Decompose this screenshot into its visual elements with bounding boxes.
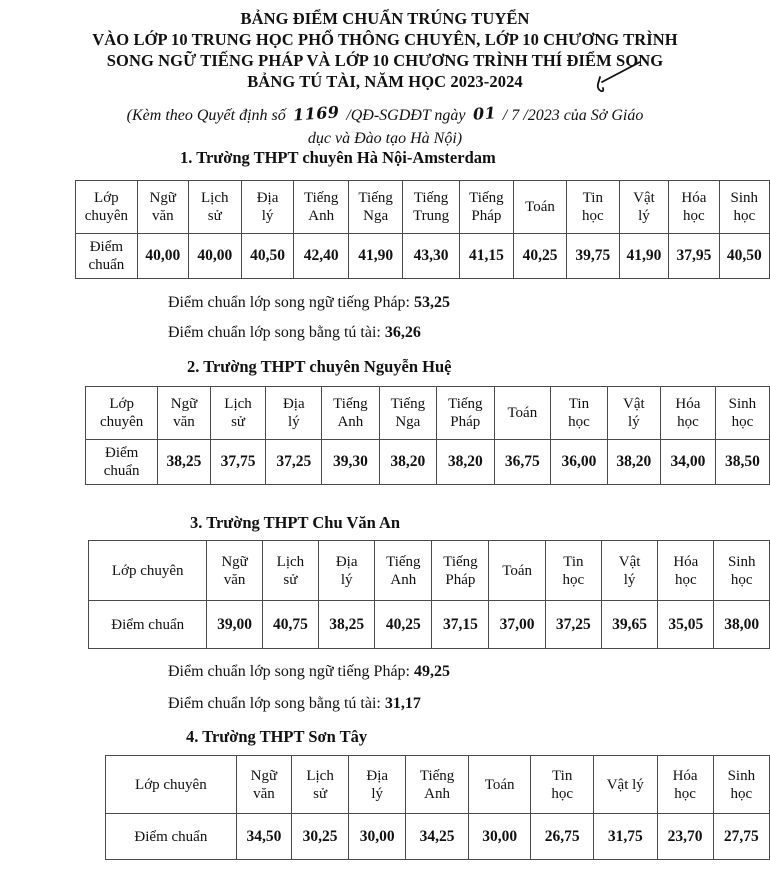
column-header-7: Vật lý <box>601 541 657 601</box>
column-header-5: Toán <box>489 541 545 601</box>
decision-reference-line-1 <box>0 103 770 127</box>
column-header-class: Lớp chuyên <box>86 387 158 440</box>
column-header-8: Tin học <box>566 181 619 234</box>
score-cell-6: 41,15 <box>459 234 513 279</box>
note-line-3-1 <box>168 663 450 681</box>
score-cell-7: 36,00 <box>551 440 608 485</box>
table-row <box>89 601 770 649</box>
score-cell-6: 36,75 <box>494 440 551 485</box>
score-cell-4: 30,00 <box>468 814 531 860</box>
section-heading-1: 1. Trường THPT chuyên Hà Nội-Amsterdam <box>180 148 496 167</box>
score-cell-5: 37,00 <box>489 601 545 649</box>
column-header-4: Toán <box>468 756 531 814</box>
column-header-11: Sinh học <box>719 181 769 234</box>
score-table-1 <box>75 180 770 279</box>
column-header-3: Tiếng Anh <box>294 181 348 234</box>
score-cell-7: 23,70 <box>657 814 713 860</box>
score-cell-0: 39,00 <box>207 601 262 649</box>
score-cell-9: 41,90 <box>619 234 669 279</box>
table-row <box>106 814 770 860</box>
column-header-10: Hóa học <box>669 181 719 234</box>
title-line-4: BẢNG TÚ TÀI, NĂM HỌC 2023-2024 <box>247 72 523 91</box>
column-header-7: Tin học <box>551 387 608 440</box>
table-header-row <box>76 181 770 234</box>
score-cell-10: 38,50 <box>715 440 769 485</box>
score-cell-10: 37,95 <box>669 234 719 279</box>
score-table-3 <box>88 540 770 649</box>
decision-reference <box>0 103 770 150</box>
row-label: Điểm chuẩn <box>76 234 138 279</box>
score-cell-1: 40,00 <box>188 234 241 279</box>
score-cell-5: 26,75 <box>531 814 594 860</box>
table-header-row <box>106 756 770 814</box>
column-header-6: Tiếng Pháp <box>459 181 513 234</box>
column-header-9: Vật lý <box>619 181 669 234</box>
score-cell-4: 41,90 <box>348 234 402 279</box>
score-cell-11: 40,50 <box>719 234 769 279</box>
score-cell-2: 38,25 <box>319 601 375 649</box>
score-cell-6: 31,75 <box>594 814 658 860</box>
decision-reference-line-2: dục và Đào tạo Hà Nội) <box>307 130 463 147</box>
column-header-9: Hóa học <box>660 387 715 440</box>
score-cell-2: 40,50 <box>241 234 294 279</box>
document-title-block <box>0 0 770 150</box>
score-cell-9: 34,00 <box>660 440 715 485</box>
score-cell-0: 38,25 <box>158 440 210 485</box>
table-header-row <box>86 387 770 440</box>
title-line-2: VÀO LỚP 10 TRUNG HỌC PHỔ THÔNG CHUYÊN, LỚP 10 CHƯƠNG TRÌNH <box>92 30 678 49</box>
row-label: Điểm chuẩn <box>86 440 158 485</box>
column-header-1: Lịch sử <box>292 756 349 814</box>
score-table-4 <box>105 755 770 860</box>
note-value: 53,25 <box>414 294 450 311</box>
column-header-0: Ngữ văn <box>207 541 262 601</box>
column-header-3: Tiếng Anh <box>375 541 432 601</box>
column-header-class: Lớp chuyên <box>89 541 207 601</box>
column-header-1: Lịch sử <box>262 541 318 601</box>
score-table-1-wrapper <box>75 180 770 279</box>
section-heading-4: 4. Trường THPT Sơn Tây <box>186 727 368 746</box>
score-cell-2: 30,00 <box>349 814 406 860</box>
row-label: Điểm chuẩn <box>89 601 207 649</box>
handwritten-decision-number: 1169 <box>292 102 340 125</box>
column-header-0: Ngữ văn <box>236 756 291 814</box>
score-cell-9: 38,00 <box>714 601 770 649</box>
score-table-3-wrapper <box>88 540 770 649</box>
column-header-6: Vật lý <box>594 756 658 814</box>
score-cell-2: 37,25 <box>266 440 322 485</box>
column-header-2: Địa lý <box>266 387 322 440</box>
column-header-2: Địa lý <box>349 756 406 814</box>
column-header-5: Tiếng Trung <box>403 181 459 234</box>
column-header-1: Lịch sử <box>188 181 241 234</box>
score-cell-1: 37,75 <box>210 440 266 485</box>
column-header-4: Tiếng Pháp <box>432 541 489 601</box>
column-header-4: Tiếng Nga <box>348 181 402 234</box>
section-heading-2: 2. Trường THPT chuyên Nguyễn Huệ <box>187 357 452 376</box>
column-header-3: Tiếng Anh <box>406 756 469 814</box>
score-table-2 <box>85 386 770 485</box>
score-cell-8: 38,20 <box>607 440 660 485</box>
score-cell-5: 38,20 <box>437 440 494 485</box>
title-line-3: SONG NGỮ TIẾNG PHÁP VÀ LỚP 10 CHƯƠNG TRÌNH THÍ ĐIỂM SONG <box>106 51 664 70</box>
note-label: Điểm chuẩn lớp song bằng tú tài: <box>168 324 381 341</box>
score-cell-6: 37,25 <box>545 601 601 649</box>
note-line-1-1 <box>168 294 450 312</box>
note-label: Điểm chuẩn lớp song ngữ tiếng Pháp: <box>168 663 410 680</box>
table-row <box>86 440 770 485</box>
column-header-class: Lớp chuyên <box>76 181 138 234</box>
note-label: Điểm chuẩn lớp song ngữ tiếng Pháp: <box>168 294 410 311</box>
column-header-0: Ngữ văn <box>158 387 210 440</box>
title-line-1: BẢNG ĐIỂM CHUẨN TRÚNG TUYỂN <box>240 9 530 28</box>
column-header-7: Hóa học <box>657 756 713 814</box>
score-cell-7: 40,25 <box>514 234 567 279</box>
note-value: 49,25 <box>414 663 450 680</box>
column-header-5: Tin học <box>531 756 594 814</box>
column-header-9: Sinh học <box>714 541 770 601</box>
handwritten-day: 01 <box>471 103 497 124</box>
score-cell-4: 38,20 <box>379 440 436 485</box>
column-header-class: Lớp chuyên <box>106 756 237 814</box>
score-table-2-wrapper <box>85 386 770 485</box>
score-cell-0: 40,00 <box>137 234 188 279</box>
column-header-8: Vật lý <box>607 387 660 440</box>
note-label: Điểm chuẩn lớp song bằng tú tài: <box>168 695 381 712</box>
column-header-3: Tiếng Anh <box>322 387 379 440</box>
score-cell-8: 39,75 <box>566 234 619 279</box>
table-row <box>76 234 770 279</box>
score-table-4-wrapper <box>105 755 770 860</box>
score-cell-1: 40,75 <box>262 601 318 649</box>
column-header-8: Hóa học <box>658 541 714 601</box>
score-cell-8: 35,05 <box>658 601 714 649</box>
column-header-4: Tiếng Nga <box>379 387 436 440</box>
score-cell-7: 39,65 <box>601 601 657 649</box>
column-header-1: Lịch sử <box>210 387 266 440</box>
column-header-2: Địa lý <box>319 541 375 601</box>
decision-mid-text: /QĐ-SGDĐT ngày <box>346 107 466 124</box>
note-line-3-2 <box>168 695 421 713</box>
score-cell-1: 30,25 <box>292 814 349 860</box>
table-header-row <box>89 541 770 601</box>
section-heading-3: 3. Trường THPT Chu Văn An <box>190 513 401 532</box>
score-cell-3: 34,25 <box>406 814 469 860</box>
score-cell-3: 40,25 <box>375 601 432 649</box>
decision-prefix-text: (Kèm theo Quyết định số <box>126 107 286 124</box>
column-header-5: Tiếng Pháp <box>437 387 494 440</box>
decision-suffix-text: / 7 /2023 của Sở Giáo <box>502 107 644 124</box>
column-header-2: Địa lý <box>241 181 294 234</box>
column-header-10: Sinh học <box>715 387 769 440</box>
note-value: 36,26 <box>384 324 421 341</box>
note-value: 31,17 <box>384 695 421 712</box>
score-cell-4: 37,15 <box>432 601 489 649</box>
column-header-6: Tin học <box>545 541 601 601</box>
note-line-1-2 <box>168 324 421 342</box>
score-cell-0: 34,50 <box>236 814 291 860</box>
score-cell-3: 39,30 <box>322 440 379 485</box>
column-header-0: Ngữ văn <box>137 181 188 234</box>
score-cell-5: 43,30 <box>403 234 459 279</box>
row-label: Điểm chuẩn <box>106 814 237 860</box>
column-header-7: Toán <box>514 181 567 234</box>
score-cell-3: 42,40 <box>294 234 348 279</box>
column-header-6: Toán <box>494 387 551 440</box>
score-cell-8: 27,75 <box>713 814 769 860</box>
column-header-8: Sinh học <box>713 756 769 814</box>
